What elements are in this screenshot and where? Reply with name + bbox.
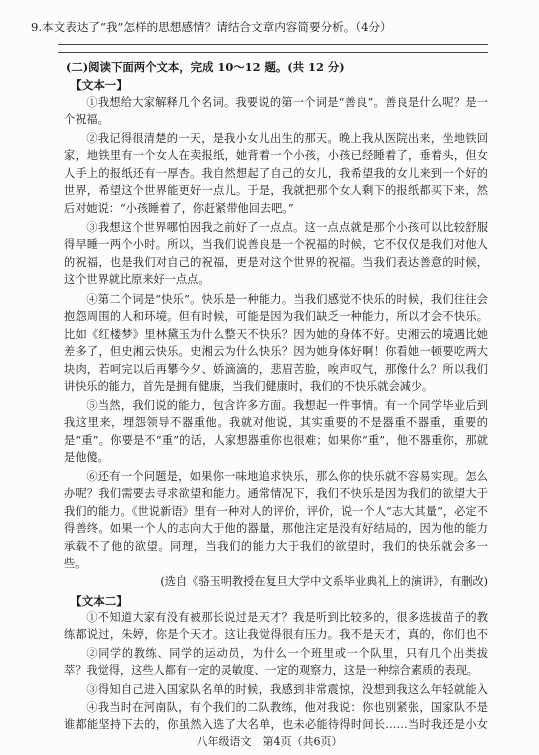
- text1-paragraph: ④第二个词是“快乐”。快乐是一种能力。当我们感觉不快乐的时候，我们往往会抱怨周围的人和环境。但有时候，可能是因为我们缺乏一种能力，所以才会不快乐。比如《红楼梦》里林黛玉为什么整天不快乐？因为她的身体不好。史湘云的境遇比她差多了，但史湘云快乐。史湘云为什么快乐？因为她身体好啊！你看她一顿要吃两大块肉，若呵完以后再攀今夕、娇滴滴的，悲眉苦脸，唉声叹气，那像什么？所以我们讲快乐的能力，首先是拥有健康，当我们健康时，我们的不快乐就会减少。: [64, 293, 488, 394]
- text2-title: 【文本二】: [70, 594, 128, 608]
- answer-line: [58, 52, 488, 53]
- text1-paragraph: ⑥还有一个问题是，如果你一味地追求快乐，那么你的快乐就不容易实现。怎么办呢？我们需要去寻求欲望和能力。通常情况下，我们不快乐是因为我们的欲望大于我们的能力。《世说新语》里有一种对人的评价，评价，说一个人“志大其量”，必定不得善终。如果一个人的志向大于他的器量，那他注定是没有好结局的，因为他的能力承载不了他的欲望。同理，当我们的能力大于我们的欲望时，我们的快乐就会多一些。: [64, 470, 488, 571]
- text2-paragraph: ④我当时在河南队，有个我们的二队教练，他对我说：你也别紧张，国家队不是谁都能坚持下去的，你虽然入选了大名单，也未必能待得时间长……当时我还是小女: [64, 701, 488, 732]
- text2-paragraph: ①不知道大家有没有被那长说过是天才？我是听到比较多的，很多选拔苗子的教练都说过，朱婷，你是个天才。这让我觉得很有压力。我不是天才，真的，你们也不: [64, 611, 488, 642]
- question-9: 9.本文表达了“我”怎样的思想感情？请结合文章内容简要分析。（4分）: [31, 20, 392, 34]
- text1-source: (选自《骆玉明教授在复旦大学中文系毕业典礼上的演讲》，有删改): [160, 575, 488, 588]
- text1-title: 【文本一】: [70, 78, 128, 92]
- text2-paragraph: ②同学的教练、同学的运动员，为什么一个班里或一个队里，只有几个出类拔萃？我觉得，这些人都有一定的灵敏度、一定的观察力，这是一种综合素质的表现。: [64, 647, 488, 678]
- text1-paragraph: ①我想给大家解释几个名词。我要说的第一个词是“善良”。善良是什么呢？是一个祝福。: [64, 96, 488, 127]
- text1-paragraph: ②我记得很清楚的一天，是我小女儿出生的那天。晚上我从医院出来，坐地铁回家，地铁里有一个女人在卖报纸，她背着一个小孩，小孩已经睡着了，垂着头，但女人手上的报纸还有一厚杏。我自然想起了自己的女儿，我希望我的女儿来到一个好的世界，希望这个世界能更好一点儿。于是，我就把那个女人剩下的报纸都买下来，然后对她说：“小孩睡着了，你赶紧带他回去吧。”: [64, 132, 488, 215]
- section-title: (二)阅读下面两个文本，完成 10～12 题。(共 12 分): [66, 60, 345, 74]
- page-footer: 八年级语文 第4页（共6页）: [196, 735, 343, 748]
- answer-line: [58, 44, 488, 45]
- text2-paragraph: ③得知自己进入国家队名单的时候，我感到非常震惊，没想到我这么年轻就能入: [86, 683, 488, 696]
- text1-paragraph: ⑤当然，我们说的能力，包含许多方面。我想起一件事情。有一个同学毕业后到我这里来，埋怨领导不器重他。我就对他说，其实重要的不是器重不器重，重要的是“重”。你要是不“重”的话，人家想器重你也很难；如果你“重”，他不器重你，那就是他傻。: [64, 399, 488, 465]
- text1-paragraph: ③我想这个世界哪怕因我之前好了一点点。这一点点就是那个小孩可以比较舒服得早睡一两个小时。所以，当我们说善良是一个祝福的时候，它不仅仅是我们对他人的祝福，也是我们对自己的祝福，更是对这个世界的祝福。当我们表达善意的时候，这个世界就比原来好一点点。: [64, 221, 488, 287]
